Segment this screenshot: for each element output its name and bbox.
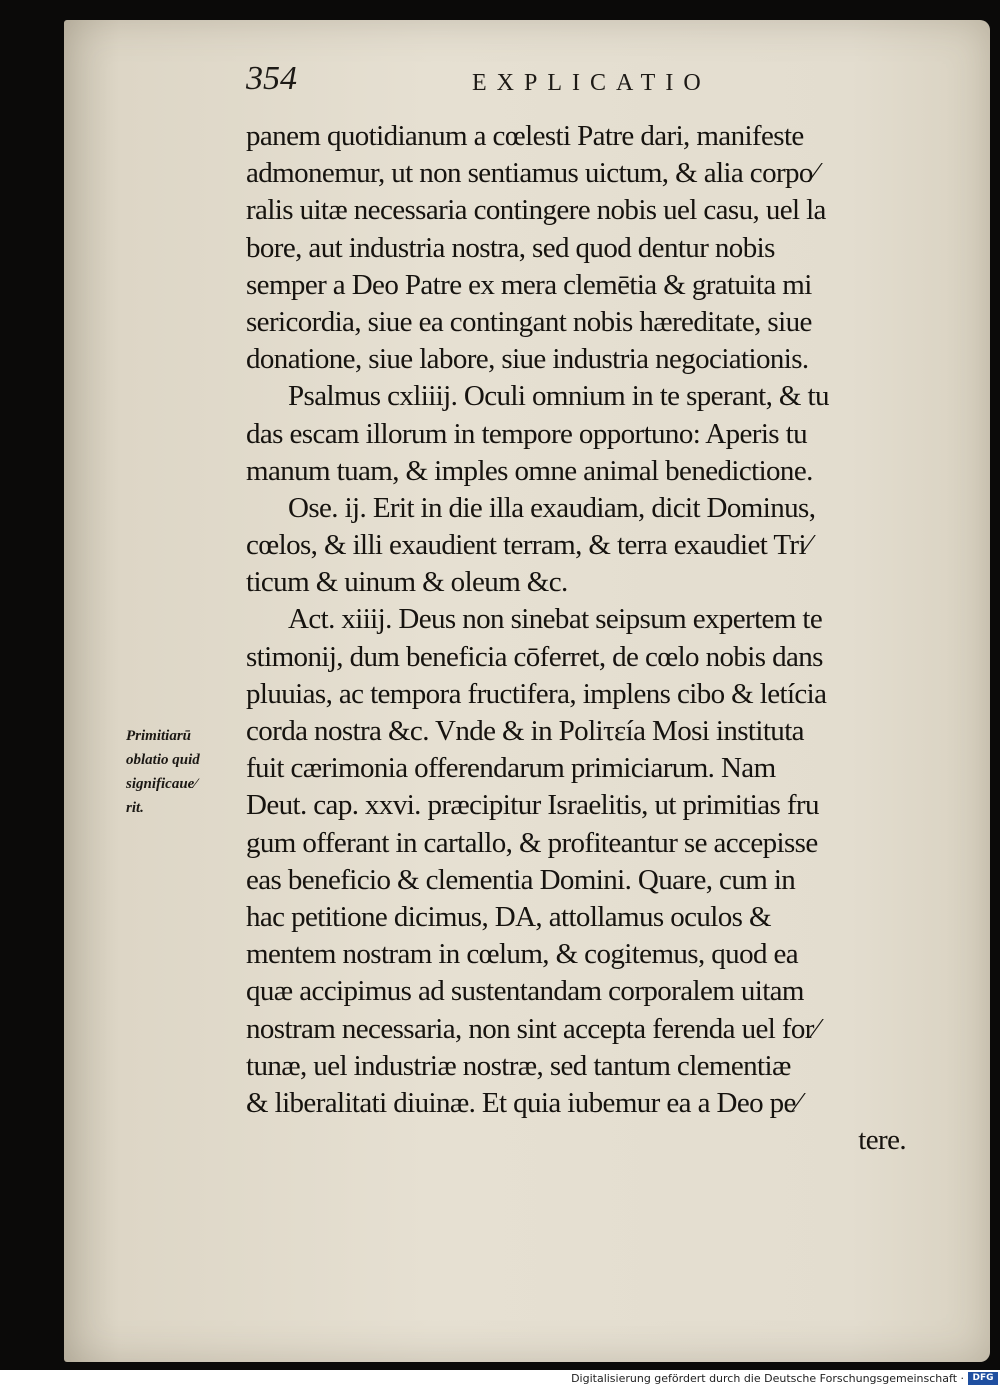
digitization-footer [0, 1370, 1000, 1388]
text-line: quæ accipimus ad sustentandam corporalem uitam [246, 975, 804, 1008]
text-line: bore, aut industria nostra, sed quod dentur nobis [246, 231, 775, 264]
text-line: pluuias, ac tempora fructifera, implens cibo & letícia [246, 677, 827, 710]
text-line: eas beneficio & clementia Domini. Quare, cum in [246, 863, 796, 896]
text-line: ralis uitæ necessaria contingere nobis uel casu, uel la [246, 194, 826, 227]
text-line: ticum & uinum & oleum &c. [246, 566, 568, 599]
footer-credit: Digitalisierung gefördert durch die Deutsche Forschungsgemeinschaft · [571, 1372, 964, 1385]
text-line: Psalmus cxliiij. Oculi omnium in te sperant, & tu [288, 380, 829, 413]
body-text [246, 118, 914, 1159]
text-line: semper a Deo Patre ex mera clemētia & gratuita mi [246, 268, 812, 301]
text-line: Ose. ij. Erit in die illa exaudiam, dicit Dominus, [288, 491, 816, 524]
text-line: mentem nostram in cœlum, & cogitemus, quod ea [246, 938, 799, 971]
text-line: donatione, siue labore, siue industria negociationis. [246, 343, 809, 376]
text-line: corda nostra &c. Vnde & in Poliτεía Mosi instituta [246, 715, 804, 747]
text-line: stimonij, dum beneficia cōferret, de cœlo nobis dans [246, 640, 823, 673]
text-line: manum tuam, & imples omne animal benedictione. [246, 454, 813, 487]
page-number: 354 [246, 60, 297, 97]
text-line: hac petitione dicimus, DA, attollamus oculos & [246, 900, 771, 933]
running-head: EXPLICATIO [472, 70, 711, 96]
text-line: nostram necessaria, non sint accepta ferenda uel for⁄ [246, 1012, 819, 1045]
text-line: tere. [858, 1124, 906, 1157]
text-line: cœlos, & illi exaudient terram, & terra exaudiet Tri⁄ [246, 529, 811, 562]
dfg-logo: DFG [968, 1372, 998, 1385]
page-header [246, 60, 866, 120]
marginal-note-line: rit. [126, 800, 144, 816]
text-line: fuit cærimonia offerendarum primiciarum. Nam [246, 752, 776, 785]
marginal-note-line: Primitiarū [126, 728, 192, 744]
text-line: Deut. cap. xxvi. præcipitur Israelitis, ut primitias fru [246, 789, 819, 822]
marginal-note [126, 724, 246, 820]
marginal-note-line: oblatio quid [126, 752, 200, 768]
marginal-note-line: significaue⁄ [126, 776, 197, 792]
text-line: sericordia, siue ea contingant nobis hæreditate, siue [246, 305, 812, 338]
text-line: gum offerant in cartallo, & profiteantur se accepisse [246, 826, 818, 859]
text-line: Act. xiiij. Deus non sinebat seipsum expertem te [288, 603, 823, 636]
text-line: tunæ, uel industriæ nostræ, sed tantum clementiæ [246, 1049, 791, 1082]
text-line: panem quotidianum a cœlesti Patre dari, manifeste [246, 120, 804, 152]
text-line: das escam illorum in tempore opportuno: Aperis tu [246, 417, 807, 450]
text-line: & liberalitati diuinæ. Et quia iubemur ea a Deo pe⁄ [246, 1086, 801, 1119]
text-line: admonemur, ut non sentiamus uictum, & alia corpo⁄ [246, 157, 818, 190]
